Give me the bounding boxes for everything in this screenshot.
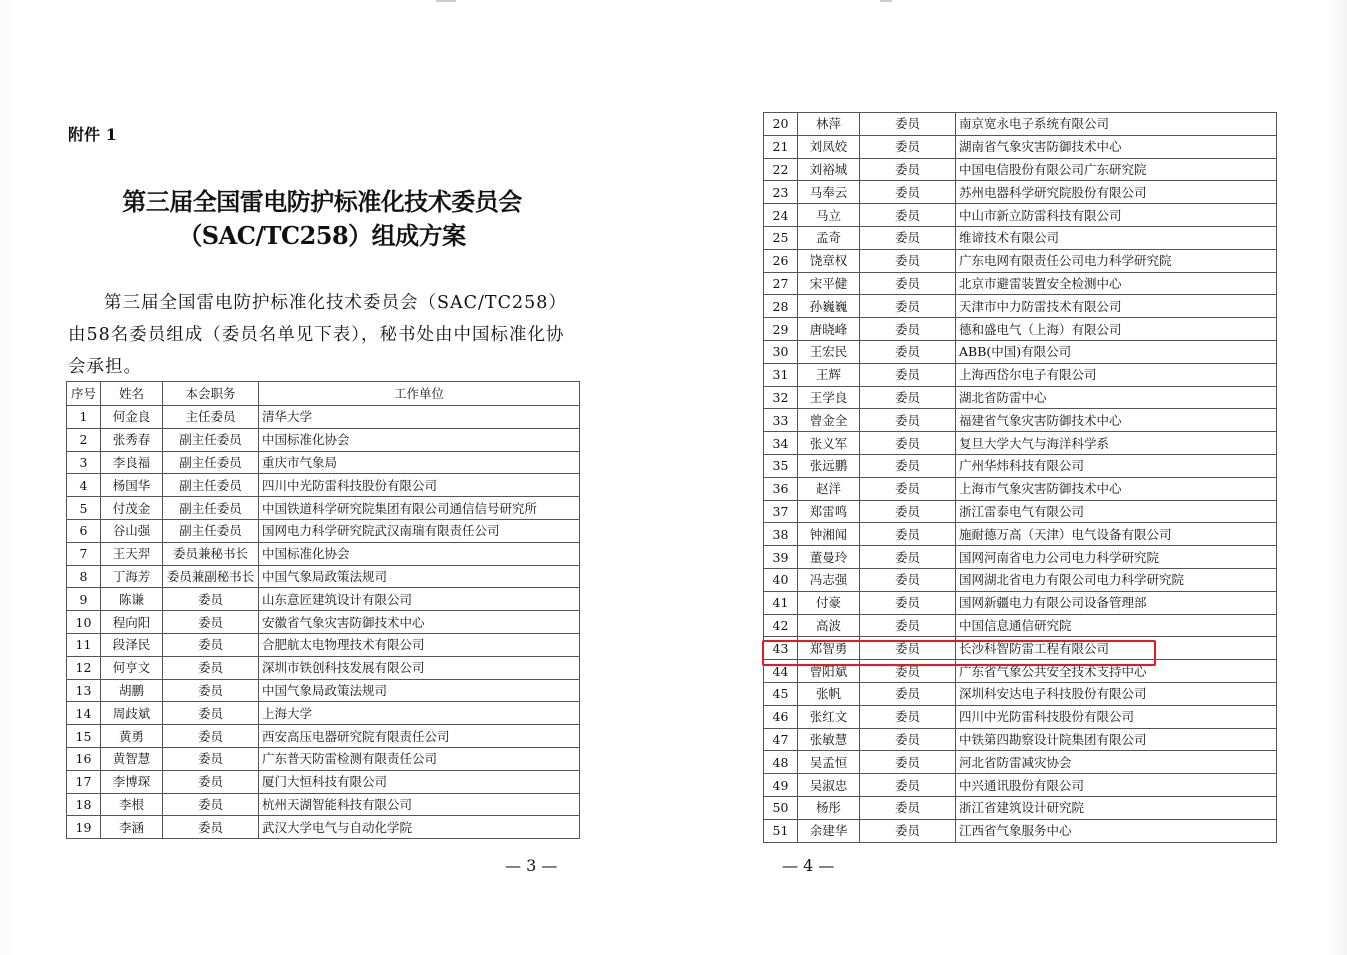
intro-paragraph: 第三届全国雷电防护标准化技术委员会（SAC/TC258）由58名委员组成（委员名单见下表），秘书处由中国标准化协会承担。: [68, 293, 567, 377]
cell-organization: 厦门大恒科技有限公司: [259, 770, 580, 793]
cell-role: 副主任委员: [163, 451, 259, 474]
cell-role: 委员: [860, 477, 956, 500]
cell-organization: 天津市中力防雷技术有限公司: [956, 295, 1277, 318]
cell-organization: 国网湖北省电力有限公司电力科学研究院: [956, 568, 1277, 591]
header-organization: 工作单位: [259, 382, 580, 406]
cell-organization: 施耐德万高（天津）电气设备有限公司: [956, 523, 1277, 546]
cell-role: 委员: [163, 747, 259, 770]
cell-role: 委员: [163, 725, 259, 748]
cell-number: 19: [67, 816, 101, 839]
cell-number: 43: [764, 637, 798, 660]
cell-organization: 杭州天湖智能科技有限公司: [259, 793, 580, 816]
cell-organization: 广东普天防雷检测有限责任公司: [259, 747, 580, 770]
cell-number: 11: [67, 633, 101, 656]
cell-organization: 安徽省气象灾害防御技术中心: [259, 611, 580, 634]
members-table-right-body: [764, 113, 1277, 843]
members-table-left-body: [67, 406, 580, 839]
table-row: [764, 523, 1277, 546]
cell-organization: 广东电网有限责任公司电力科学研究院: [956, 249, 1277, 272]
cell-name: 钟湘闻: [798, 523, 860, 546]
cell-number: 1: [67, 406, 101, 429]
cell-name: 何亨文: [101, 656, 163, 679]
cell-name: 程向阳: [101, 611, 163, 634]
highlight-box-row-43: [762, 640, 1156, 666]
table-row: [67, 519, 580, 542]
cell-role: 委员: [163, 702, 259, 725]
table-row: [764, 181, 1277, 204]
cell-role: 委员: [860, 386, 956, 409]
cell-organization: 中国标准化协会: [259, 428, 580, 451]
cell-organization: 广东省气象公共安全技术支持中心: [956, 660, 1277, 683]
cell-name: 王天羿: [101, 542, 163, 565]
cell-role: 委员: [860, 340, 956, 363]
cell-role: 委员: [163, 770, 259, 793]
cell-organization: 中国信息通信研究院: [956, 614, 1277, 637]
table-row: [67, 793, 580, 816]
table-row: [764, 546, 1277, 569]
table-header-row: [67, 382, 580, 406]
cell-number: 32: [764, 386, 798, 409]
cell-organization: 中国气象局政策法规司: [259, 565, 580, 588]
members-table-left: [66, 381, 580, 839]
cell-name: 杨国华: [101, 474, 163, 497]
cell-number: 10: [67, 611, 101, 634]
cell-number: 9: [67, 588, 101, 611]
cell-name: 郑雷鸣: [798, 500, 860, 523]
cell-role: 委员: [860, 204, 956, 227]
cell-name: 宋平健: [798, 272, 860, 295]
cell-role: 委员: [163, 679, 259, 702]
cell-role: 委员: [860, 523, 956, 546]
cell-number: 23: [764, 181, 798, 204]
cell-name: 丁海芳: [101, 565, 163, 588]
cell-organization: 河北省防雷减灾协会: [956, 751, 1277, 774]
cell-role: 委员: [860, 591, 956, 614]
cell-name: 冯志强: [798, 568, 860, 591]
cell-role: 委员: [163, 656, 259, 679]
cell-name: 王学良: [798, 386, 860, 409]
table-row: [67, 679, 580, 702]
cell-organization: 国网河南省电力公司电力科学研究院: [956, 546, 1277, 569]
cell-name: 刘裕城: [798, 158, 860, 181]
cell-role: 委员: [860, 363, 956, 386]
table-row: [764, 249, 1277, 272]
table-row: [764, 796, 1277, 819]
cell-organization: 湖北省防雷中心: [956, 386, 1277, 409]
cell-organization: 中国气象局政策法规司: [259, 679, 580, 702]
cell-role: 主任委员: [163, 406, 259, 429]
table-row: [764, 454, 1277, 477]
cell-name: 刘凤姣: [798, 135, 860, 158]
cell-name: 张帆: [798, 682, 860, 705]
cell-name: 胡鹏: [101, 679, 163, 702]
table-row: [764, 386, 1277, 409]
members-table-right: [763, 112, 1277, 843]
table-row: [764, 682, 1277, 705]
cell-name: 谷山强: [101, 519, 163, 542]
cell-number: 4: [67, 474, 101, 497]
cell-organization: 深圳科安达电子科技股份有限公司: [956, 682, 1277, 705]
cell-number: 25: [764, 226, 798, 249]
cell-number: 44: [764, 660, 798, 683]
cell-number: 42: [764, 614, 798, 637]
cell-organization: 湖南省气象灾害防御技术中心: [956, 135, 1277, 158]
cell-organization: 北京市避雷装置安全检测中心: [956, 272, 1277, 295]
cell-organization: 中国铁道科学研究院集团有限公司通信信号研究所: [259, 497, 580, 520]
cell-name: 张秀春: [101, 428, 163, 451]
header-role: 本会职务: [163, 382, 259, 406]
cell-number: 51: [764, 819, 798, 842]
cell-number: 18: [67, 793, 101, 816]
cell-organization: 南京宽永电子系统有限公司: [956, 113, 1277, 136]
cell-number: 3: [67, 451, 101, 474]
cell-role: 委员: [163, 633, 259, 656]
cell-role: 委员: [860, 158, 956, 181]
cell-role: 副主任委员: [163, 497, 259, 520]
cell-name: 杨彤: [798, 796, 860, 819]
table-row: [764, 318, 1277, 341]
cell-number: 7: [67, 542, 101, 565]
table-row: [67, 770, 580, 793]
cell-name: 马奉云: [798, 181, 860, 204]
cell-role: 委员兼副秘书长: [163, 565, 259, 588]
cell-name: 吴淑忠: [798, 774, 860, 797]
cell-name: 王宏民: [798, 340, 860, 363]
cell-organization: 德和盛电气（上海）有限公司: [956, 318, 1277, 341]
table-row: [67, 611, 580, 634]
cell-number: 37: [764, 500, 798, 523]
cell-number: 45: [764, 682, 798, 705]
cell-name: 李良福: [101, 451, 163, 474]
table-row: [764, 591, 1277, 614]
table-row: [764, 204, 1277, 227]
cell-name: 郑智勇: [798, 637, 860, 660]
cell-organization: 重庆市气象局: [259, 451, 580, 474]
cell-number: 36: [764, 477, 798, 500]
cell-role: 委员: [860, 546, 956, 569]
cell-name: 陈谦: [101, 588, 163, 611]
cell-role: 委员: [163, 793, 259, 816]
table-row: [764, 135, 1277, 158]
cell-name: 何金良: [101, 406, 163, 429]
cell-role: 委员: [860, 774, 956, 797]
cell-organization: 广州华炜科技有限公司: [956, 454, 1277, 477]
cell-role: 委员: [860, 409, 956, 432]
cell-name: 曾金全: [798, 409, 860, 432]
table-row: [67, 565, 580, 588]
cell-number: 6: [67, 519, 101, 542]
cell-role: 委员: [860, 113, 956, 136]
table-row: [67, 451, 580, 474]
cell-organization: 国网新疆电力有限公司设备管理部: [956, 591, 1277, 614]
cell-role: 副主任委员: [163, 474, 259, 497]
cell-number: 40: [764, 568, 798, 591]
cell-number: 39: [764, 546, 798, 569]
cell-organization: 中兴通讯股份有限公司: [956, 774, 1277, 797]
cell-organization: 四川中光防雷科技股份有限公司: [956, 705, 1277, 728]
cell-number: 17: [67, 770, 101, 793]
table-row: [764, 728, 1277, 751]
cell-role: 委员: [860, 454, 956, 477]
cell-name: 周歧斌: [101, 702, 163, 725]
table-row: [67, 816, 580, 839]
cell-number: 24: [764, 204, 798, 227]
table-row: [67, 474, 580, 497]
cell-number: 27: [764, 272, 798, 295]
cell-number: 47: [764, 728, 798, 751]
table-row: [764, 705, 1277, 728]
header-name: 姓名: [101, 382, 163, 406]
cell-number: 29: [764, 318, 798, 341]
table-row: [67, 656, 580, 679]
cell-role: 委员: [860, 751, 956, 774]
cell-number: 30: [764, 340, 798, 363]
cell-role: 委员: [860, 705, 956, 728]
page-number-right: — 4 —: [782, 856, 835, 875]
table-row: [67, 588, 580, 611]
table-row: [764, 477, 1277, 500]
cell-name: 付茂金: [101, 497, 163, 520]
cell-organization: 江西省气象服务中心: [956, 819, 1277, 842]
cell-name: 曾阳斌: [798, 660, 860, 683]
cell-role: 委员: [163, 588, 259, 611]
table-row: [764, 295, 1277, 318]
cell-number: 13: [67, 679, 101, 702]
cell-role: 委员: [860, 181, 956, 204]
table-row: [764, 226, 1277, 249]
cell-organization: 西安高压电器研究院有限责任公司: [259, 725, 580, 748]
cell-number: 21: [764, 135, 798, 158]
cell-organization: 武汉大学电气与自动化学院: [259, 816, 580, 839]
cell-number: 38: [764, 523, 798, 546]
cell-number: 16: [67, 747, 101, 770]
cell-organization: 维谛技术有限公司: [956, 226, 1277, 249]
cell-role: 副主任委员: [163, 519, 259, 542]
table-row: [764, 568, 1277, 591]
cell-name: 董曼玲: [798, 546, 860, 569]
table-row: [764, 774, 1277, 797]
table-row: [764, 432, 1277, 455]
table-row: [764, 158, 1277, 181]
cell-role: 委员: [860, 728, 956, 751]
cell-number: 49: [764, 774, 798, 797]
cell-number: 2: [67, 428, 101, 451]
cell-role: 委员: [860, 568, 956, 591]
cell-organization: 复旦大学大气与海洋科学系: [956, 432, 1277, 455]
cell-number: 22: [764, 158, 798, 181]
cell-organization: 上海市气象灾害防御技术中心: [956, 477, 1277, 500]
cell-organization: 四川中光防雷科技股份有限公司: [259, 474, 580, 497]
cell-role: 委员: [163, 816, 259, 839]
cell-role: 委员: [860, 614, 956, 637]
cell-name: 张红文: [798, 705, 860, 728]
cell-name: 饶章权: [798, 249, 860, 272]
cell-number: 48: [764, 751, 798, 774]
cell-organization: 合肥航太电物理技术有限公司: [259, 633, 580, 656]
cell-role: 委员: [860, 135, 956, 158]
cell-role: 副主任委员: [163, 428, 259, 451]
cell-name: 黄智慧: [101, 747, 163, 770]
table-row: [67, 725, 580, 748]
cell-name: 余建华: [798, 819, 860, 842]
cell-number: 15: [67, 725, 101, 748]
cell-organization: 苏州电器科学研究院股份有限公司: [956, 181, 1277, 204]
cell-number: 41: [764, 591, 798, 614]
cell-organization: 深圳市铁创科技发展有限公司: [259, 656, 580, 679]
cell-number: 34: [764, 432, 798, 455]
table-row: [764, 819, 1277, 842]
header-number: 序号: [67, 382, 101, 406]
cell-role: 委员: [860, 226, 956, 249]
table-row: [67, 497, 580, 520]
cell-number: 5: [67, 497, 101, 520]
cell-role: 委员: [860, 272, 956, 295]
cell-role: 委员: [860, 682, 956, 705]
cell-organization: 福建省气象灾害防御技术中心: [956, 409, 1277, 432]
cell-role: 委员兼秘书长: [163, 542, 259, 565]
cell-organization: 清华大学: [259, 406, 580, 429]
cell-name: 孟奇: [798, 226, 860, 249]
cell-name: 吴孟恒: [798, 751, 860, 774]
table-row: [764, 363, 1277, 386]
cell-number: 35: [764, 454, 798, 477]
scan-mark: [880, 0, 892, 2]
table-row: [764, 340, 1277, 363]
table-row: [764, 500, 1277, 523]
cell-number: 33: [764, 409, 798, 432]
cell-organization: 中国标准化协会: [259, 542, 580, 565]
cell-role: 委员: [860, 660, 956, 683]
cell-role: 委员: [860, 500, 956, 523]
cell-organization: 中铁第四勘察设计院集团有限公司: [956, 728, 1277, 751]
cell-number: 12: [67, 656, 101, 679]
cell-role: 委员: [860, 318, 956, 341]
cell-organization: 中国电信股份有限公司广东研究院: [956, 158, 1277, 181]
cell-number: 26: [764, 249, 798, 272]
document-title-line1: 第三届全国雷电防护标准化技术委员会: [122, 187, 522, 216]
cell-name: 黄勇: [101, 725, 163, 748]
cell-role: 委员: [860, 819, 956, 842]
cell-name: 王辉: [798, 363, 860, 386]
cell-name: 赵洋: [798, 477, 860, 500]
cell-role: 委员: [163, 611, 259, 634]
table-row: [764, 409, 1277, 432]
cell-organization: 浙江省建筑设计研究院: [956, 796, 1277, 819]
table-row: [67, 406, 580, 429]
table-row: [67, 747, 580, 770]
cell-name: 孙巍巍: [798, 295, 860, 318]
table-row: [764, 614, 1277, 637]
cell-name: 高波: [798, 614, 860, 637]
cell-organization: 山东意匠建筑设计有限公司: [259, 588, 580, 611]
table-row: [764, 272, 1277, 295]
cell-number: 50: [764, 796, 798, 819]
cell-role: 委员: [860, 295, 956, 318]
cell-name: 段泽民: [101, 633, 163, 656]
cell-name: 林萍: [798, 113, 860, 136]
cell-number: 31: [764, 363, 798, 386]
cell-organization: 国网电力科学研究院武汉南瑞有限责任公司: [259, 519, 580, 542]
table-row: [67, 428, 580, 451]
cell-organization: 中山市新立防雷科技有限公司: [956, 204, 1277, 227]
cell-role: 委员: [860, 249, 956, 272]
cell-name: 李根: [101, 793, 163, 816]
scan-mark: [436, 0, 456, 2]
cell-organization: 浙江雷泰电气有限公司: [956, 500, 1277, 523]
cell-name: 李博琛: [101, 770, 163, 793]
cell-number: 14: [67, 702, 101, 725]
table-row: [764, 751, 1277, 774]
cell-number: 46: [764, 705, 798, 728]
cell-organization: 上海大学: [259, 702, 580, 725]
cell-organization: ABB(中国)有限公司: [956, 340, 1277, 363]
table-row: [764, 113, 1277, 136]
document-title-line2: （SAC/TC258）组成方案: [178, 221, 466, 250]
cell-number: 8: [67, 565, 101, 588]
cell-number: 20: [764, 113, 798, 136]
cell-number: 28: [764, 295, 798, 318]
cell-role: 委员: [860, 796, 956, 819]
cell-name: 付豪: [798, 591, 860, 614]
cell-name: 马立: [798, 204, 860, 227]
table-row: [67, 633, 580, 656]
cell-organization: 长沙科智防雷工程有限公司: [956, 637, 1277, 660]
cell-organization: 上海西岱尔电子有限公司: [956, 363, 1277, 386]
attachment-label: 附件 1: [68, 125, 117, 144]
table-row: [67, 702, 580, 725]
cell-name: 张义军: [798, 432, 860, 455]
cell-role: 委员: [860, 432, 956, 455]
table-row: [67, 542, 580, 565]
cell-name: 李涵: [101, 816, 163, 839]
page-number-left: — 3 —: [505, 856, 558, 875]
cell-name: 张敏慧: [798, 728, 860, 751]
cell-name: 张远鹏: [798, 454, 860, 477]
cell-name: 唐晓峰: [798, 318, 860, 341]
cell-role: 委员: [860, 637, 956, 660]
